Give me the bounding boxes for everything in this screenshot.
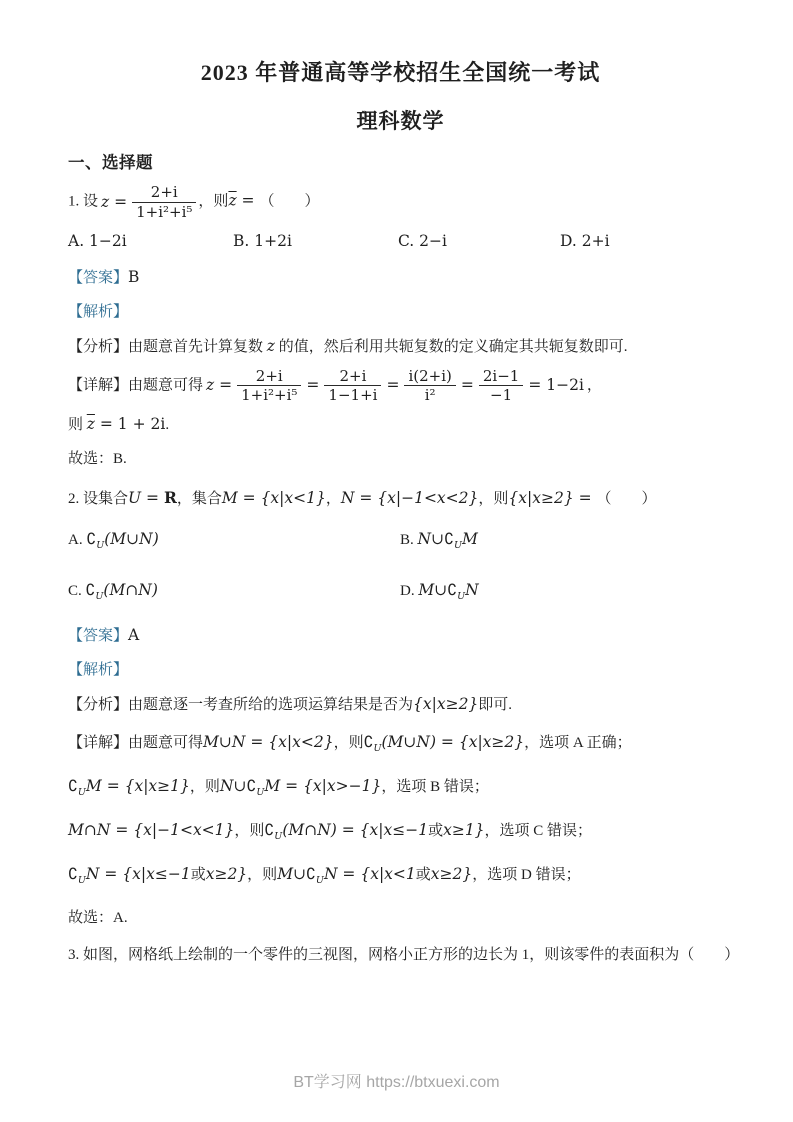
page-title: 2023 年普通高等学校招生全国统一考试	[200, 60, 601, 85]
text-segment: ∁	[85, 581, 96, 599]
text-segment: C. 2−i	[398, 231, 447, 250]
text-segment: ，选项 D 错误；	[472, 867, 581, 883]
text-segment: N	[96, 821, 111, 839]
q1-analysis-line	[68, 335, 733, 359]
text-segment: 2. 设集合	[68, 491, 129, 507]
text-segment: =	[99, 865, 123, 883]
text-segment: x≥1}	[443, 821, 485, 839]
text-segment: =	[237, 489, 261, 507]
text-segment: ，则	[198, 193, 229, 210]
text-segment: A. 1−2i	[68, 231, 127, 250]
text-segment: ∪∁	[233, 777, 257, 795]
text-segment: U	[453, 540, 462, 551]
text-segment: U	[315, 875, 324, 886]
text-segment: =	[460, 376, 474, 395]
text-segment: B.	[400, 532, 418, 548]
text-segment: {x|x≤−1	[359, 821, 429, 839]
text-segment: ∁	[264, 821, 275, 839]
text-segment: D.	[400, 583, 419, 599]
text-segment: (M∩N)	[282, 821, 337, 839]
text-segment: 或	[428, 823, 444, 839]
section-heading: 一、选择题	[68, 153, 153, 172]
q2-option-c	[68, 578, 400, 609]
q1-then-line	[68, 413, 733, 437]
fraction: $\frac{2+i}{\text{1+i²+i⁵}}$	[132, 183, 196, 222]
text-segment: (M∪N)	[104, 530, 159, 548]
text-segment: {x|x>−1}	[303, 777, 382, 795]
text-segment: = 1 + 2i	[94, 415, 166, 433]
q1-conclusion-line: 故选：B.	[68, 451, 127, 467]
text-segment: ，则	[234, 823, 265, 839]
analysis-label: 【解析】	[68, 662, 129, 678]
q1-stem	[68, 183, 733, 222]
page-subtitle: 理科数学	[356, 109, 445, 133]
text-segment: 即可.	[478, 697, 513, 713]
fraction: $\frac{2+i}{1-1+i}$	[324, 367, 381, 406]
text-segment: ，选项 B 错误；	[381, 779, 489, 795]
text-segment: ∪∁	[434, 581, 458, 599]
text-segment: =	[101, 777, 125, 795]
text-segment: ∁	[68, 865, 78, 883]
text-segment: =	[336, 821, 360, 839]
q1-option-a	[68, 230, 233, 254]
text-segment: M	[461, 530, 478, 548]
text-segment: =	[245, 733, 269, 751]
text-segment: B. 1+2i	[233, 231, 292, 250]
q2-detail-line-1	[68, 731, 733, 760]
text-segment: ∁	[86, 530, 97, 548]
text-segment: {x|x≥1}	[124, 777, 190, 795]
text-segment: U	[128, 489, 142, 507]
text-segment: =	[573, 489, 597, 507]
text-segment: ，则	[333, 735, 364, 751]
q2-detail-line-2	[68, 775, 733, 804]
text-segment: 3. 如图，网格纸上绘制的一个零件的三视图，网格小正方形的边长为 1，则该零件的表面积为（ ）	[68, 947, 740, 963]
text-segment: M	[221, 489, 238, 507]
q1-option-d	[560, 230, 610, 254]
text-segment: =	[280, 777, 304, 795]
text-segment: N	[323, 865, 338, 883]
text-segment: M	[418, 581, 435, 599]
text-segment: 的值，然后利用共轭复数的定义确定其共轭复数即可.	[274, 338, 628, 355]
text-segment: 则	[68, 417, 87, 433]
page-footer	[0, 1069, 793, 1092]
q2-conclusion-line: 故选：A.	[68, 910, 128, 926]
text-segment: 或	[415, 867, 431, 883]
q2-detail-line-4	[68, 863, 733, 892]
text-segment: (M∩N)	[103, 581, 158, 599]
text-segment: N	[231, 733, 246, 751]
q2-detail-line-3	[68, 819, 733, 848]
q2-answer-line	[68, 624, 733, 648]
text-segment: x≥2}	[205, 865, 248, 883]
q1-answer-line	[68, 266, 733, 290]
text-segment: ，选项 A 正确；	[524, 735, 632, 751]
text-segment: U	[77, 787, 86, 798]
text-segment: =	[386, 376, 400, 395]
answer-label: 【答案】	[68, 628, 129, 644]
text-segment: =	[354, 489, 378, 507]
text-segment: N	[219, 777, 234, 795]
text-segment: ∪∁	[293, 865, 316, 883]
text-segment: U	[95, 591, 104, 602]
q2-option-d	[400, 578, 733, 609]
q2-analysis-line	[68, 693, 733, 717]
text-segment: M	[264, 777, 281, 795]
text-segment: $\overline{z}$	[228, 191, 237, 210]
q1-detail-line	[68, 367, 733, 406]
text-segment: ，	[325, 491, 341, 507]
q1-answer-value: B	[128, 267, 140, 286]
text-segment: N	[340, 489, 355, 507]
text-segment: {x|x<1}	[260, 489, 326, 507]
text-segment: U	[77, 875, 86, 886]
text-segment: ∪∁	[431, 530, 454, 548]
text-segment: .	[165, 417, 170, 433]
text-segment: ，	[586, 377, 602, 394]
text-segment: U	[256, 787, 265, 798]
text-segment: M	[68, 821, 84, 839]
text-segment: 1. 设	[68, 193, 99, 210]
q1-options-row	[68, 230, 733, 254]
text-segment: ，则	[189, 779, 220, 795]
q3-stem	[68, 944, 740, 967]
text-segment: z =	[101, 192, 128, 211]
text-segment: R	[163, 488, 177, 507]
text-segment: M	[203, 733, 219, 751]
text-segment: ，集合	[176, 491, 222, 507]
text-segment: {x|x<2}	[268, 733, 334, 751]
q2-answer-value: A	[128, 626, 140, 644]
text-segment: ∁	[363, 733, 374, 751]
text-segment: 或	[190, 867, 206, 883]
q2-option-a	[68, 527, 400, 558]
text-segment: = 1−2i	[528, 376, 584, 395]
text-segment: (M∪N)	[381, 733, 436, 751]
text-segment: N	[465, 581, 479, 599]
text-segment: {x|x≥2}	[413, 695, 479, 713]
text-segment: U	[274, 831, 283, 842]
text-segment: $\overline{z}$	[86, 415, 95, 433]
text-segment: 【详解】由题意可得	[68, 377, 204, 394]
q1-option-c	[398, 230, 560, 254]
text-segment: N	[417, 530, 432, 548]
analysis-label: 【解析】	[68, 303, 129, 320]
text-segment: M	[85, 777, 102, 795]
text-segment: =	[110, 821, 134, 839]
text-segment: D. 2+i	[560, 231, 610, 250]
text-segment: A.	[68, 532, 87, 548]
text-segment: z =	[206, 376, 233, 395]
text-segment: ∁	[68, 777, 78, 795]
text-segment: ，则	[247, 867, 278, 883]
text-segment: =	[337, 865, 361, 883]
text-segment: =	[236, 191, 260, 210]
text-segment: =	[436, 733, 459, 751]
fraction: $\frac{2+i}{\text{1+i²+i⁵}}$	[237, 367, 301, 406]
text-segment: （ ）	[259, 193, 320, 210]
text-segment: {x|x≥2}	[458, 733, 525, 751]
text-segment: {x|−1<x<1}	[133, 821, 235, 839]
text-segment: 【分析】由题意逐一考查所给的选项运算结果是否为	[68, 697, 414, 713]
text-segment: 【详解】由题意可得	[68, 735, 204, 751]
q1-option-b	[233, 230, 398, 254]
text-segment: {x|x≥2}	[508, 489, 574, 507]
text-segment: ∩	[83, 821, 97, 839]
answer-label: 【答案】	[68, 269, 129, 286]
text-segment: M	[277, 865, 294, 883]
text-segment: 【分析】由题意首先计算复数	[68, 338, 267, 355]
text-segment: x≥2}	[430, 865, 473, 883]
text-segment: ，选项 C 错误；	[484, 823, 593, 839]
text-segment: C.	[68, 583, 86, 599]
fraction: $\frac{i(2+i)}{\text{i²}}$	[404, 367, 455, 406]
q2-options-grid	[68, 527, 733, 609]
q2-option-b	[400, 527, 733, 558]
text-segment: （ ）	[596, 491, 657, 507]
text-segment: ，则	[478, 491, 509, 507]
text-segment: U	[373, 743, 382, 754]
text-segment: z	[266, 336, 275, 355]
text-segment: N	[85, 865, 100, 883]
q2-stem	[68, 486, 733, 511]
q2-analysis-header	[68, 659, 733, 682]
text-segment: U	[457, 591, 466, 602]
text-segment: ∪	[218, 733, 232, 751]
text-segment: {x|x≤−1	[122, 865, 191, 883]
text-segment: U	[96, 540, 105, 551]
text-segment: =	[141, 489, 164, 507]
text-segment: =	[306, 376, 320, 395]
fraction: $\frac{2i-1}{-1}$	[479, 367, 523, 406]
text-segment: {x|−1<x<2}	[377, 489, 479, 507]
footer-link[interactable]: BT学习网 https://btxuexi.com	[293, 1074, 500, 1091]
q1-analysis-header	[68, 301, 733, 324]
text-segment: {x|x<1	[360, 865, 416, 883]
